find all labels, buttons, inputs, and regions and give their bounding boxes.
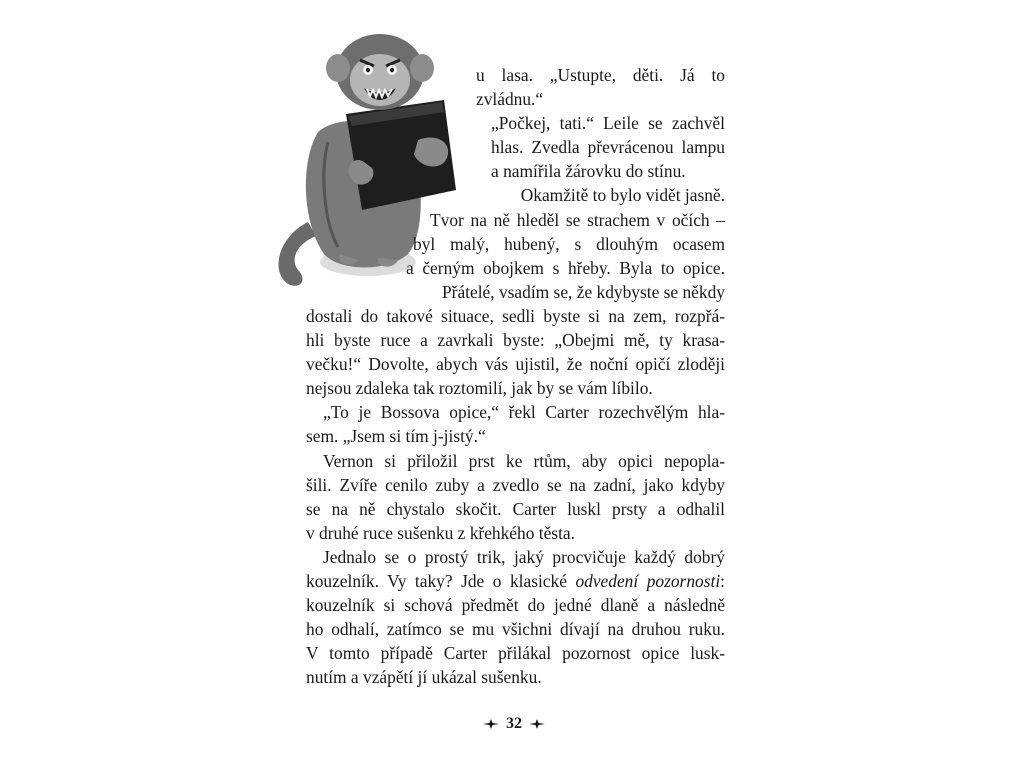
text-line: nutím a vzápětí jí ukázal sušenku. xyxy=(306,667,542,688)
text-line: zvládnu.“ xyxy=(476,89,544,110)
text-line xyxy=(306,569,725,593)
text-line: dostali do takové situace, sedli byste si na zem, rozpřá- xyxy=(306,305,725,326)
text-run: : xyxy=(720,570,725,591)
text-line: kouzelník si schová předmět do jedné dlaně a následně xyxy=(306,595,725,616)
text-line: hlas. Zvedla převrácenou lampu xyxy=(491,137,725,158)
star-ornament-icon xyxy=(482,718,500,730)
text-line: „Počkej, tati.“ Leile se zachvěl xyxy=(491,113,725,134)
text-line: Jednalo se o prostý trik, jaký procvičuje každý dobrý xyxy=(323,546,725,567)
star-ornament-icon xyxy=(528,718,546,730)
page-number: 32 xyxy=(506,715,522,732)
text-line: byl malý, hubený, s dlouhým ocasem xyxy=(413,233,725,254)
text-line: Tvor na ně hleděl se strachem v očích – xyxy=(430,209,725,230)
text-line: Vernon si přiložil prst ke rtům, aby opici nepopla- xyxy=(323,450,725,471)
text-line: se na ně chystalo skočit. Carter luskl prsty a odhalil xyxy=(306,498,725,519)
body-text xyxy=(306,63,725,689)
text-line: nejsou zdaleka tak roztomilí, jak by se vám líbilo. xyxy=(306,378,653,399)
text-line: Přátelé, vsadím se, že kdybyste se někdy xyxy=(441,281,725,302)
text-line: šili. Zvíře cenilo zuby a zvedlo se na zadní, jako kdyby xyxy=(306,474,725,495)
text-run: kouzelník. Vy taky? Jde o klasické xyxy=(306,570,576,591)
text-line: Okamžitě to bylo vidět jasně. xyxy=(520,185,725,206)
text-line: ho odhalí, zatímco se mu všichni dívají na druhou ruku. xyxy=(306,619,725,640)
text-line: večku!“ Dovolte, abych vás ujistil, že noční opičí zloději xyxy=(306,354,725,375)
text-line: u lasa. „Ustupte, děti. Já to xyxy=(476,65,725,85)
text-line: a černým obojkem s hřeby. Byla to opice. xyxy=(406,257,725,278)
text-line: hli byste ruce a zavrkali byste: „Obejmi mě, ty krasa- xyxy=(306,330,725,351)
page-footer xyxy=(476,712,552,736)
text-line: a namířila žárovku do stínu. xyxy=(491,161,686,182)
text-line: „To je Bossova opice,“ řekl Carter rozechvělým hla- xyxy=(323,402,725,423)
emphasized-term: odvedení pozornosti xyxy=(575,570,721,591)
text-line: V tomto případě Carter přilákal pozornost opice lusk- xyxy=(306,643,725,664)
text-line: v druhé ruce sušenku z křehkého těsta. xyxy=(306,522,575,543)
text-line: sem. „Jsem si tím j-jistý.“ xyxy=(306,426,486,447)
